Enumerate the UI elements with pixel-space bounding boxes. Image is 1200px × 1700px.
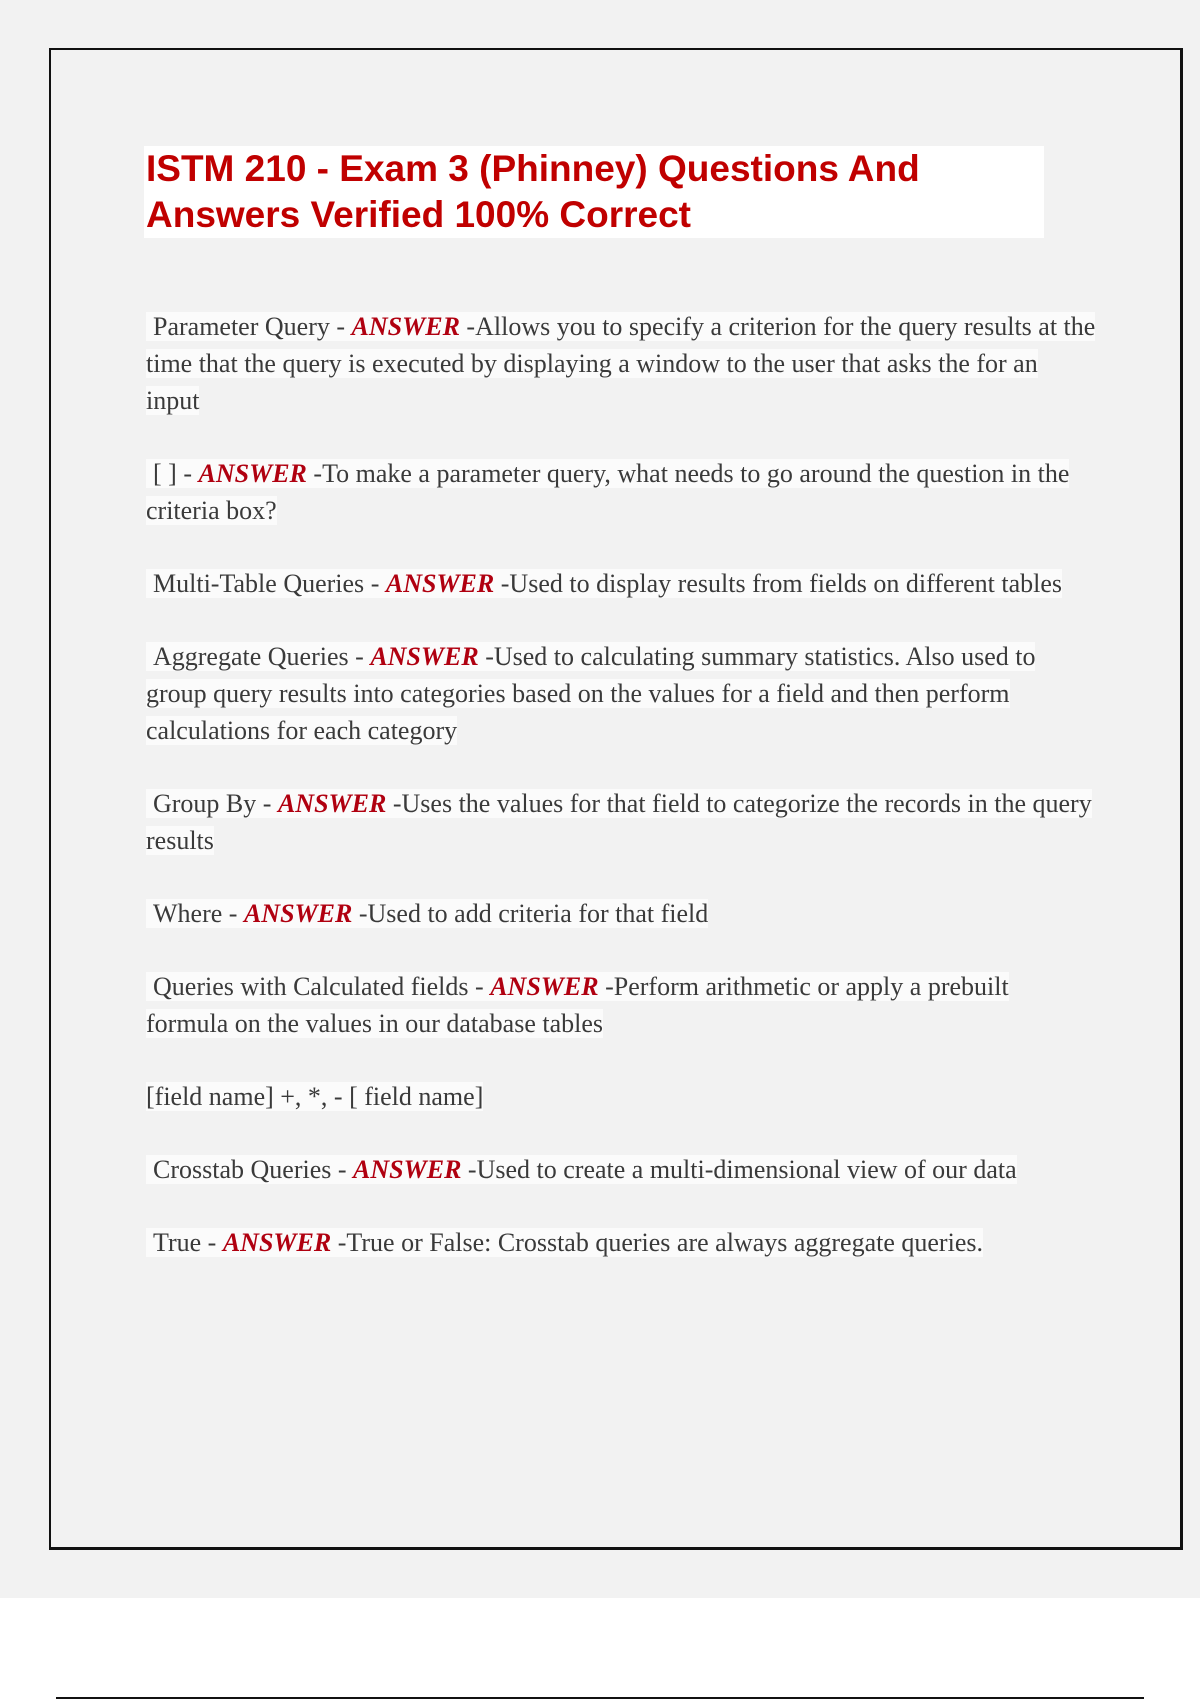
qa-definition: Allows you to specify a criterion for the query results at the time that the query is executed by displaying a window to the user that asks the for an input xyxy=(146,312,1096,415)
qa-item-where: Where - ANSWER -Used to add criteria for that field xyxy=(146,895,1096,932)
qa-definition: Used to add criteria for that field xyxy=(367,899,709,928)
answer-label: ANSWER xyxy=(277,789,387,818)
qa-term: Multi-Table Queries xyxy=(146,569,364,598)
qa-item-brackets: [ ] - ANSWER -To make a parameter query, what needs to go around the question in the criteria box? xyxy=(146,459,1070,525)
qa-plain-text: [field name] +, *, - [ field name] xyxy=(146,1082,484,1111)
qa-term: True xyxy=(146,1228,201,1257)
qa-item-field-formula xyxy=(146,1078,1096,1115)
qa-definition: Used to create a multi-dimensional view of our data xyxy=(476,1155,1017,1184)
qa-item-aggregate-queries: Aggregate Queries - ANSWER -Used to calculating summary statistics. Also used to group query results into categories based on the values for a field and then perform calculations for each category xyxy=(146,642,1036,745)
qa-term: Aggregate Queries xyxy=(146,642,349,671)
bottom-rule xyxy=(56,1697,1144,1699)
qa-term: Parameter Query xyxy=(146,312,330,341)
qa-definition: To make a parameter query, what needs to go around the question in the criteria box? xyxy=(146,459,1070,525)
qa-definition: Used to calculating summary statistics. Also used to group query results into categories based on the values for a field and then perform calculations for each category xyxy=(146,642,1036,745)
qa-item-parameter-query: Parameter Query - ANSWER -Allows you to specify a criterion for the query results at the time that the query is executed by displaying a window to the user that asks the for an input xyxy=(146,312,1096,415)
qa-item-group-by: Group By - ANSWER -Uses the values for that field to categorize the records in the query results xyxy=(146,789,1092,855)
document-title: ISTM 210 - Exam 3 (Phinney) Questions And Answers Verified 100% Correct xyxy=(146,148,920,235)
answer-label: ANSWER xyxy=(385,569,495,598)
answer-label: ANSWER xyxy=(351,312,460,341)
qa-definition: True or False: Crosstab queries are always aggregate queries. xyxy=(346,1228,983,1257)
answer-label: ANSWER xyxy=(370,642,479,671)
qa-term: Queries with Calculated fields xyxy=(146,972,469,1001)
answer-label: ANSWER xyxy=(222,1228,332,1257)
answer-label: ANSWER xyxy=(243,899,353,928)
answer-label: ANSWER xyxy=(198,459,307,488)
qa-definition: Perform arithmetic or apply a prebuilt formula on the values in our database tables xyxy=(146,972,1009,1038)
qa-item-calculated-fields: Queries with Calculated fields - ANSWER -Perform arithmetic or apply a prebuilt formula on the values in our database tables xyxy=(146,972,1009,1038)
qa-list xyxy=(146,308,1096,1261)
qa-item-crosstab-queries: Crosstab Queries - ANSWER -Used to create a multi-dimensional view of our data xyxy=(146,1151,1096,1188)
qa-term: Where xyxy=(146,899,222,928)
qa-item-true: True - ANSWER -True or False: Crosstab queries are always aggregate queries. xyxy=(146,1224,1096,1261)
qa-definition: Uses the values for that field to categorize the records in the query results xyxy=(146,789,1092,855)
answer-label: ANSWER xyxy=(490,972,599,1001)
answer-label: ANSWER xyxy=(353,1155,462,1184)
qa-term: Crosstab Queries xyxy=(146,1155,331,1184)
qa-definition: Used to display results from fields on different tables xyxy=(509,569,1063,598)
qa-term: Group By xyxy=(146,789,256,818)
qa-item-multi-table-queries: Multi-Table Queries - ANSWER -Used to display results from fields on different tables xyxy=(146,565,1096,602)
qa-term: [ ] xyxy=(146,459,177,488)
